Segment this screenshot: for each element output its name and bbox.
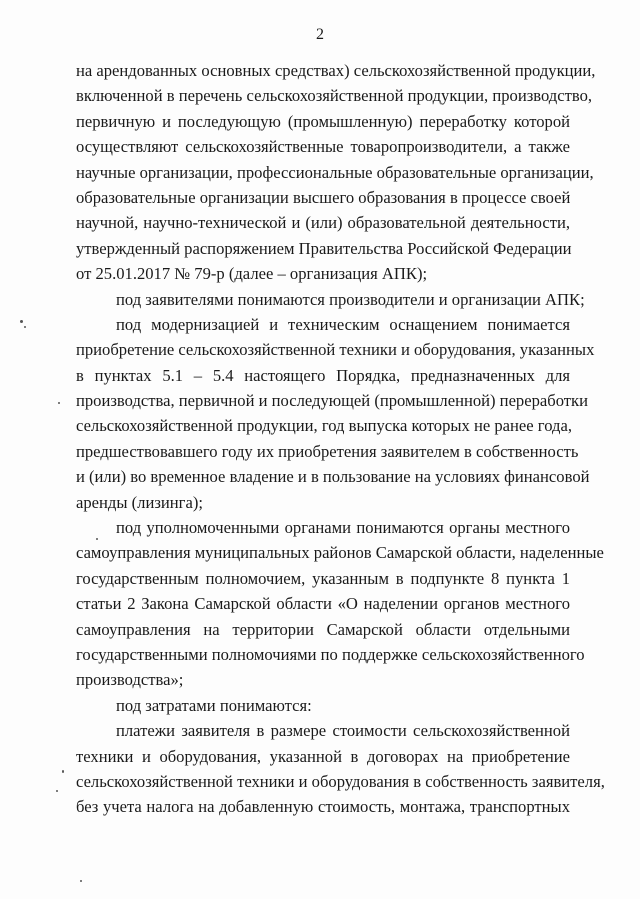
text-line: статьи 2 Закона Самарской области «О наделении органов местного	[76, 594, 570, 614]
text-line: включенной в перечень сельскохозяйственной продукции, производство,	[76, 86, 593, 106]
text-line: сельскохозяйственной техники и оборудования в собственность заявителя,	[76, 771, 605, 791]
text-line: производства, первичной и последующей (промышленной) переработки	[76, 391, 588, 411]
text-line: платежи заявителя в размере стоимости сельскохозяйственной	[116, 721, 570, 741]
scan-speck	[96, 538, 98, 540]
text-line: техники и оборудования, указанной в договорах на приобретение	[76, 746, 570, 766]
text-line: утвержденный распоряжением Правительства Российской Федерации	[76, 238, 572, 258]
scan-speck	[58, 402, 60, 404]
text-line: аренды (лизинга);	[76, 492, 203, 512]
text-line: государственным полномочием, указанным в подпункте 8 пункта 1	[76, 568, 570, 588]
text-line: самоуправления муниципальных районов Самарской области, наделенные	[76, 543, 604, 563]
scan-speck	[80, 880, 82, 882]
text-line: самоуправления на территории Самарской области отдельными	[76, 619, 570, 639]
text-line: в пунктах 5.1 – 5.4 настоящего Порядка, предназначенных для	[76, 365, 570, 385]
scan-speck	[62, 770, 64, 773]
scan-speck	[24, 326, 26, 328]
text-line: научные организации, профессиональные образовательные организации,	[76, 162, 594, 182]
text-line: научной, научно-технической и (или) образовательной деятельности,	[76, 213, 570, 233]
text-line: приобретение сельскохозяйственной техники и оборудования, указанных	[76, 340, 595, 360]
text-line: под модернизацией и техническим оснащением понимается	[116, 314, 570, 334]
text-line: под затратами понимаются:	[116, 695, 312, 715]
text-line: от 25.01.2017 № 79-р (далее – организация АПК);	[76, 264, 428, 284]
text-line: предшествовавшего году их приобретения заявителем в собственность	[76, 441, 579, 461]
document-body	[76, 58, 605, 820]
text-line: и (или) во временное владение и в пользование на условиях финансовой	[76, 467, 590, 487]
text-line: образовательные организации высшего образования в процессе своей	[76, 187, 571, 207]
text-line: первичную и последующую (промышленную) переработку которой	[76, 111, 570, 131]
text-line: сельскохозяйственной продукции, год выпуска которых не ранее года,	[76, 416, 572, 436]
page-number: 2	[316, 26, 324, 43]
scan-speck	[56, 790, 58, 792]
text-line: под заявителями понимаются производители и организации АПК;	[116, 289, 585, 309]
text-line: на арендованных основных средствах) сельскохозяйственной продукции,	[76, 61, 596, 80]
text-line: государственными полномочиями по поддержке сельскохозяйственного	[76, 644, 585, 664]
text-line: производства»;	[76, 670, 184, 690]
text-line: под уполномоченными органами понимаются органы местного	[116, 518, 570, 538]
scan-speck	[20, 320, 23, 323]
text-line: осуществляют сельскохозяйственные товаропроизводители, а также	[76, 137, 570, 157]
text-line: без учета налога на добавленную стоимость, монтажа, транспортных	[76, 797, 570, 817]
